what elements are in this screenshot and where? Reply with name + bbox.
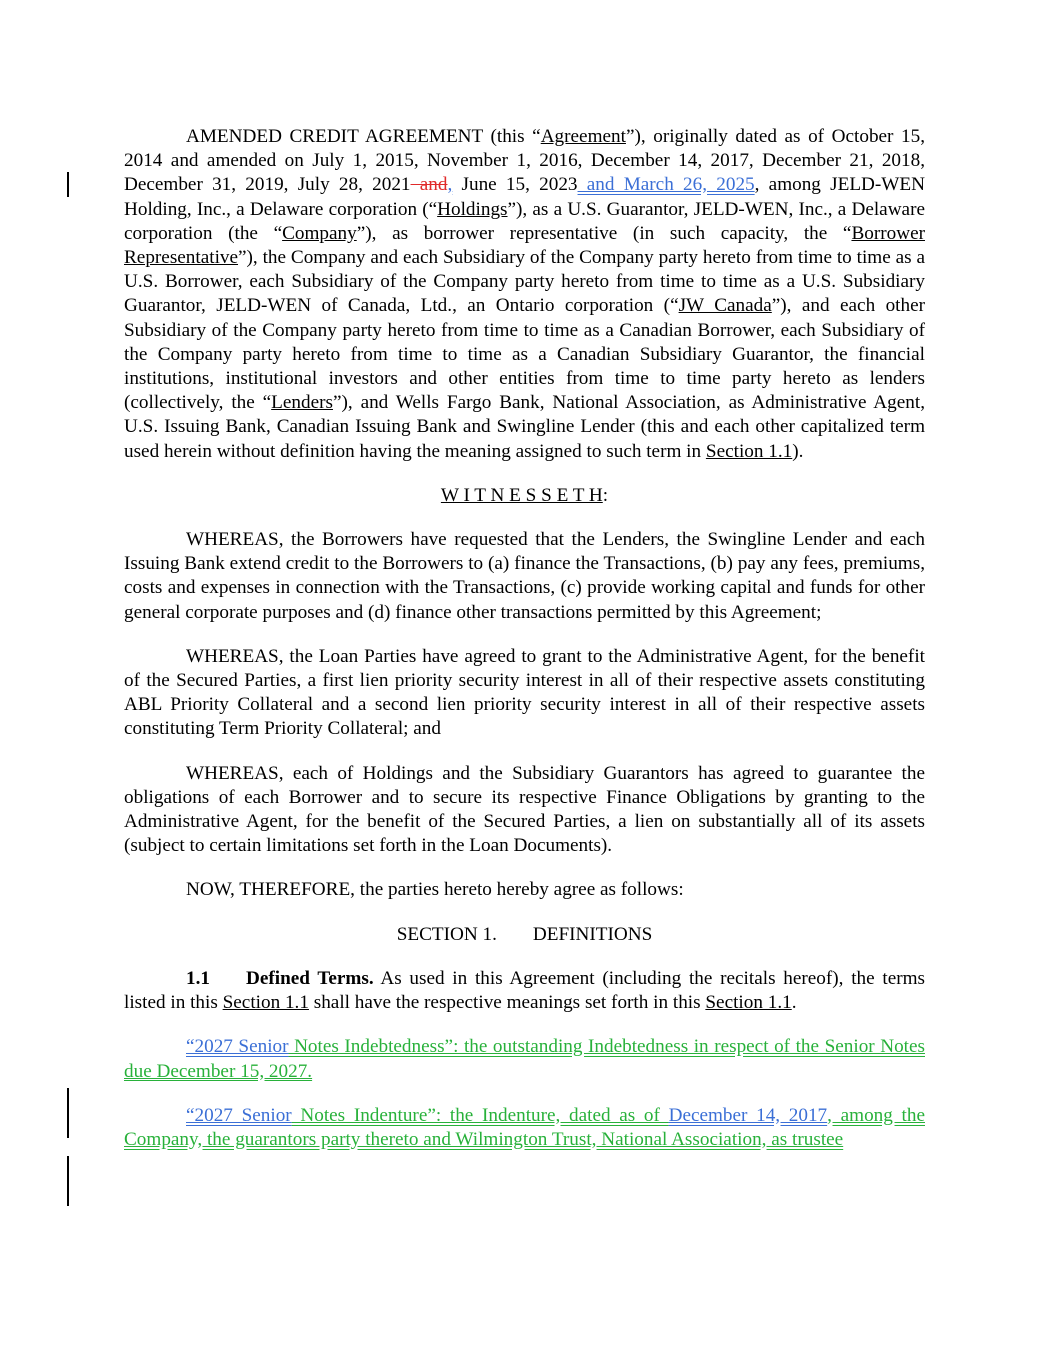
defined-term-holdings: Holdings [437,198,508,220]
inserted-text: , [447,174,453,196]
intro-text: AMENDED CREDIT AGREEMENT (this “ [186,126,541,147]
defined-terms-paragraph [124,967,925,1015]
defined-terms-text: shall have the respective meanings set forth in this [308,992,706,1014]
intro-text: ”), as a U.S. Guarantor, JELD-WEN, Inc., a Delaware corporation (the “ [124,198,925,244]
intro-paragraph [124,125,925,464]
intro-text: ”), the Company and each Subsidiary of the Company party hereto from time to time as a U.S. Borrower, each Subsidiary of the Company party hereto from time to time as a U.S. Subsidiary Guarantor, JELD-WEN of Canada, Ltd., an Ontario corporation (“ [124,247,925,317]
definition-2027-senior-notes-indebtedness [124,1035,925,1083]
intro-text: ”), and Wells Fargo Bank, National Association, as Administrative Agent, U.S. Issuing Bank, Canadian Issuing Bank and Swingline Lender (this and each other capitalized term used herein without definition having the meaning assigned to such term in [124,392,925,462]
witnesseth-text: W I T N E S S E T H [440,484,603,506]
defined-terms-text: As used in this Agreement (including the recitals hereof), the terms listed in this [124,967,926,1014]
intro-text: , among JELD-WEN Holding, Inc., a Delaware corporation (“ [124,174,925,220]
inserted-text: , among the Company, the guarantors party thereto and Wilmington Trust, National Association, as trustee [124,1104,925,1150]
defined-term-lenders: Lenders [271,392,333,414]
change-bar-def2 [67,1156,69,1206]
whereas-paragraph-1: WHEREAS, the Borrowers have requested that the Lenders, the Swingline Lender and each Issuing Bank extend credit to the Borrowers to (a) finance the Transactions, (b) pay any fees, premiums, costs and expenses in connection with the Transactions, (c) provide working capital and funds for other general corporate purposes and (d) finance other transactions permitted by this Agreement; [124,529,925,623]
section-reference: Section 1.1 [705,992,792,1014]
definition-2027-senior-notes-indenture [124,1104,925,1152]
intro-text: ”), as borrower representative (in such capacity, the “ [356,222,852,244]
defined-term-jw-canada: JW Canada [678,295,772,317]
defined-term-agreement: Agreement [540,126,626,147]
section-reference: Section 1.1 [705,440,793,462]
witnesseth-heading [124,484,925,508]
now-therefore-paragraph: NOW, THEREFORE, the parties hereto hereby agree as follows: [186,879,684,901]
section-heading [124,923,925,947]
inserted-text: “2027 Senior [186,1036,289,1058]
defined-term-company: Company [282,222,357,244]
witnesseth-colon: : [602,484,609,506]
defined-term-borrower-representative: Borrower Representative [124,222,925,269]
subsection-title: Defined Terms. [245,967,374,989]
whereas-paragraph-3: WHEREAS, each of Holdings and the Subsidiary Guarantors has agreed to guarantee the obligations of each Borrower and to secure its respective Finance Obligations by granting to the Administrative Agent, for the benefit of the Secured Parties, a lien on substantially all of its assets (subject to certain limitations set forth in the Loan Documents). [124,762,925,857]
inserted-text: “2027 Senior [186,1104,292,1126]
intro-text: June 15, 2023 [452,174,578,196]
document-page [124,125,925,1172]
subsection-number: 1.1 [186,967,210,989]
change-bar-def1 [67,1088,69,1138]
inserted-text: Notes Indebtedness”: the outstanding Indebtedness in respect of the Senior Notes due December 15, 2027. [124,1036,925,1082]
inserted-text: December 14, 2017 [668,1104,828,1126]
change-bar-intro [67,172,69,197]
deleted-text: and [410,174,448,196]
inserted-text: Notes Indenture”: the Indenture, dated as of [291,1104,669,1126]
intro-text: ). [792,440,804,462]
section-reference: Section 1.1 [222,992,309,1014]
intro-text: ”), originally dated as of October 15, 2014 and amended on July 1, 2015, November 1, 2016, December 14, 2017, December 21, 2018, December 31, 2019, July 28, 2021 [124,126,926,196]
intro-text: ”), and each other Subsidiary of the Company party hereto from time to time as a Canadian Borrower, each Subsidiary of the Company party hereto from time to time as a Canadian Subsidiary Guarantor, the financial institutions, institutional investors and other entities from time to time party hereto as lenders (collectively, the “ [124,295,925,414]
section-title: DEFINITIONS [532,923,653,945]
inserted-date: and March 26, 2025 [577,174,755,196]
whereas-paragraph-2: WHEREAS, the Loan Parties have agreed to grant to the Administrative Agent, for the benefit of the Secured Parties, a first lien priority security interest in all of their respective assets constituting ABL Priority Collateral and a second lien priority security interest in all of their respective assets constituting Term Priority Collateral; and [124,645,925,740]
defined-terms-text: . [791,992,797,1014]
section-number: SECTION 1. [396,923,497,945]
